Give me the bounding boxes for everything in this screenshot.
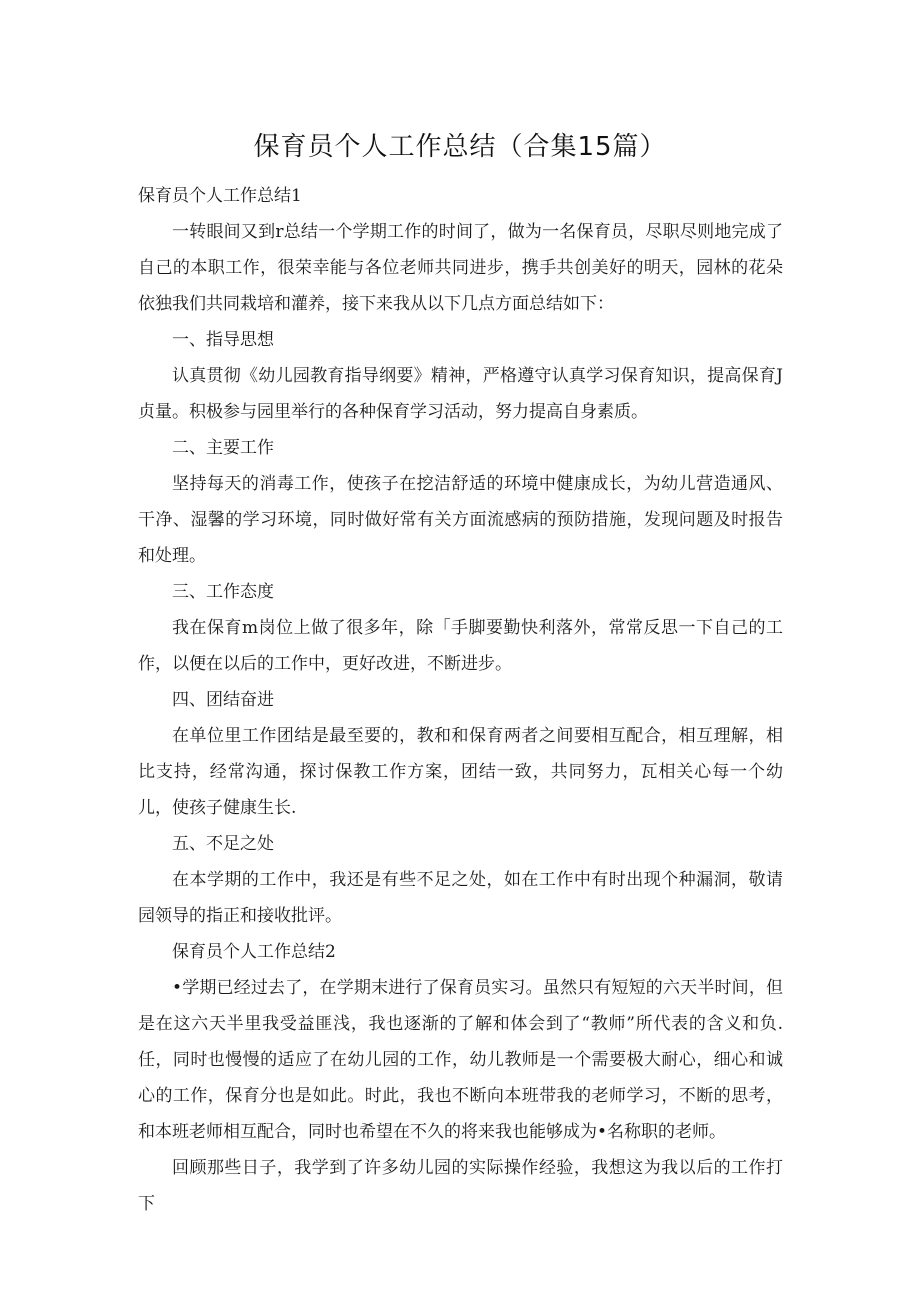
- paragraph: •学期已经过去了，在学期末进行了保育员实习。虽然只有短短的六天半时间，但是在这六天半里我受益匪浅，我也逐渐的了解和体会到了“教师”所代表的含义和负.任，同时也慢慢的适应了在幼儿园的工作，幼儿教师是一个需要极大耐心，细心和诚心的工作，保育分也是如此。时此，我也不断向本班带我的老师学习，不断的思考，和本班老师相互配合，同时也希望在不久的将来我也能够成为•名称职的老师。: [138, 978, 783, 1142]
- section-heading: 保育员个人工作总结2: [172, 942, 336, 962]
- subheading: 一、指导思想: [172, 330, 274, 350]
- paragraph: 认真贯彻《幼儿园教育指导纲要》精神，严格遵守认真学习保育知识，提高保育J贞量。积极参与园里举行的各种保育学习活动，努力提高自身素质。: [138, 366, 783, 422]
- paragraph: 一转眼间又到r总结一个学期工作的时间了，做为一名保育员，尽职尽则地完成了自己的本职工作，很荣幸能与各位老师共同进步，携手共创美好的明天，园林的花朵依独我们共同栽培和灌养，接下来我从以下几点方面总结如下：: [138, 222, 783, 314]
- paragraph: 在本学期的工作中，我还是有些不足之处，如在工作中有时出现个种漏洞，敬请园领导的指正和接收批评。: [138, 870, 783, 926]
- paragraph: 我在保育m岗位上做了很多年，除「手脚要勤快利落外，常常反思一下自己的工作，以便在以后的工作中，更好改进，不断进步。: [138, 618, 783, 674]
- paragraph: 坚持每天的消毒工作，使孩子在挖洁舒适的环境中健康成长，为幼儿营造通风、干净、湿馨的学习环境，同时做好常有关方面流感病的预防措施，发现问题及时报告和处理。: [138, 474, 783, 566]
- subheading: 四、团结奋进: [172, 690, 274, 710]
- subheading: 三、工作态度: [172, 582, 274, 602]
- subheading: 二、主要工作: [172, 438, 274, 458]
- subheading: 五、不足之处: [172, 834, 274, 854]
- document-body: [138, 178, 783, 1222]
- paragraph: 回顾那些日子，我学到了许多幼儿园的实际操作经验，我想这为我以后的工作打下: [138, 1158, 783, 1214]
- paragraph: 在单位里工作团结是最至要的，教和和保育两者之间要相互配合，相互理解，相比支持，经常沟通，探讨保教工作方案，团结一致，共同努力，瓦相关心每一个幼儿，使孩子健康生长.: [138, 726, 783, 818]
- section-heading: 保育员个人工作总结1: [138, 186, 302, 206]
- document-title: 保育员个人工作总结（合集15篇）: [253, 132, 667, 162]
